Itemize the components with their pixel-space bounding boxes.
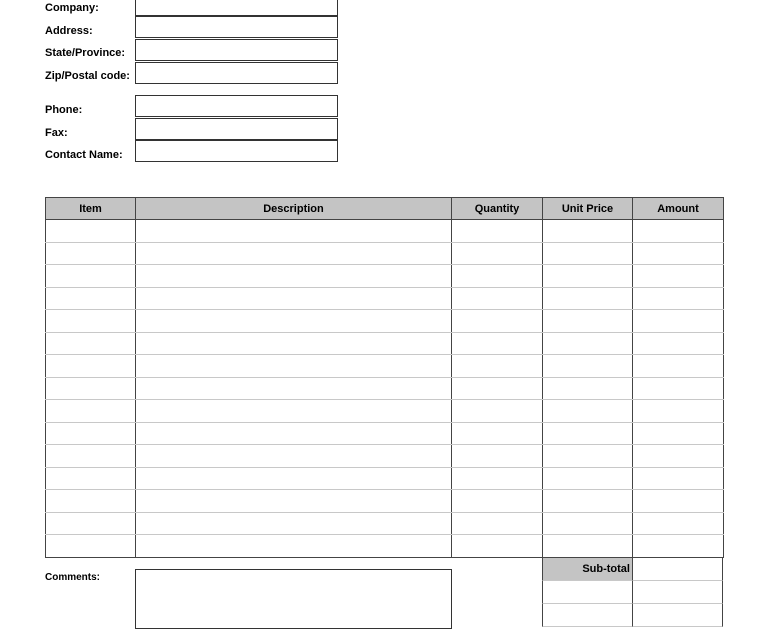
table-row — [46, 287, 724, 310]
comments-label: Comments: — [45, 572, 101, 583]
quantity-cell[interactable] — [452, 400, 543, 423]
quantity-cell[interactable] — [452, 355, 543, 378]
quantity-cell[interactable] — [452, 467, 543, 490]
table-row — [46, 242, 724, 265]
amount-cell[interactable] — [633, 490, 724, 513]
totals-value-cell[interactable] — [632, 604, 723, 627]
quantity-cell[interactable] — [452, 220, 543, 243]
subtotal-row — [542, 558, 723, 581]
table-row — [46, 467, 724, 490]
state-province-field[interactable] — [135, 39, 338, 61]
zip-postal-code-label: Zip/Postal code: — [45, 70, 130, 82]
description-cell[interactable] — [136, 512, 452, 535]
table-row — [46, 220, 724, 243]
item-cell[interactable] — [46, 220, 136, 243]
table-header-row — [46, 198, 724, 220]
unit-price-cell[interactable] — [543, 220, 633, 243]
totals-label-cell — [542, 604, 632, 627]
description-cell[interactable] — [136, 332, 452, 355]
unit-price-cell[interactable] — [543, 310, 633, 333]
item-cell[interactable] — [46, 445, 136, 468]
description-cell[interactable] — [136, 445, 452, 468]
quantity-cell[interactable] — [452, 445, 543, 468]
totals-label-cell — [542, 581, 632, 604]
quantity-cell[interactable] — [452, 332, 543, 355]
description-cell[interactable] — [136, 242, 452, 265]
description-cell[interactable] — [136, 400, 452, 423]
amount-cell[interactable] — [633, 355, 724, 378]
subtotal-value-cell[interactable] — [632, 558, 723, 581]
table-row — [46, 355, 724, 378]
amount-cell[interactable] — [633, 265, 724, 288]
phone-label: Phone: — [45, 104, 83, 116]
unit-price-cell[interactable] — [543, 490, 633, 513]
quantity-cell[interactable] — [452, 422, 543, 445]
amount-cell[interactable] — [633, 287, 724, 310]
item-cell[interactable] — [46, 377, 136, 400]
unit-price-cell[interactable] — [543, 535, 633, 558]
description-cell[interactable] — [136, 355, 452, 378]
address-label: Address: — [45, 25, 93, 37]
unit-price-cell[interactable] — [543, 512, 633, 535]
company-label: Company: — [45, 2, 99, 14]
totals-row — [542, 581, 723, 604]
amount-cell[interactable] — [633, 467, 724, 490]
comments-field[interactable] — [135, 569, 452, 629]
subtotal-label: Sub-total — [542, 558, 632, 581]
amount-cell[interactable] — [633, 310, 724, 333]
amount-column-header: Amount — [633, 198, 724, 220]
quantity-cell[interactable] — [452, 490, 543, 513]
amount-cell[interactable] — [633, 332, 724, 355]
amount-cell[interactable] — [633, 377, 724, 400]
contact-name-field[interactable] — [135, 140, 338, 162]
totals-block — [542, 558, 723, 627]
unit-price-cell[interactable] — [543, 445, 633, 468]
quantity-cell[interactable] — [452, 512, 543, 535]
amount-cell[interactable] — [633, 445, 724, 468]
quantity-cell[interactable] — [452, 535, 543, 558]
quantity-cell[interactable] — [452, 287, 543, 310]
item-cell[interactable] — [46, 265, 136, 288]
amount-cell[interactable] — [633, 512, 724, 535]
quantity-cell[interactable] — [452, 310, 543, 333]
description-cell[interactable] — [136, 422, 452, 445]
item-cell[interactable] — [46, 467, 136, 490]
quantity-cell[interactable] — [452, 377, 543, 400]
quantity-cell[interactable] — [452, 242, 543, 265]
description-cell[interactable] — [136, 310, 452, 333]
table-row — [46, 310, 724, 333]
item-cell[interactable] — [46, 287, 136, 310]
unit-price-cell[interactable] — [543, 287, 633, 310]
quantity-cell[interactable] — [452, 265, 543, 288]
amount-cell[interactable] — [633, 422, 724, 445]
description-cell[interactable] — [136, 287, 452, 310]
description-cell[interactable] — [136, 220, 452, 243]
item-column-header: Item — [46, 198, 136, 220]
unit-price-cell[interactable] — [543, 400, 633, 423]
address-field[interactable] — [135, 16, 338, 38]
table-row — [46, 445, 724, 468]
amount-cell[interactable] — [633, 220, 724, 243]
table-row — [46, 535, 724, 558]
table-row — [46, 400, 724, 423]
description-cell[interactable] — [136, 490, 452, 513]
totals-row — [542, 604, 723, 627]
item-cell[interactable] — [46, 310, 136, 333]
company-field[interactable] — [135, 0, 338, 16]
unit-price-cell[interactable] — [543, 422, 633, 445]
unit-price-cell[interactable] — [543, 467, 633, 490]
item-cell[interactable] — [46, 490, 136, 513]
state-province-label: State/Province: — [45, 47, 126, 59]
quantity-column-header: Quantity — [452, 198, 543, 220]
items-table — [45, 197, 724, 558]
totals-value-cell[interactable] — [632, 581, 723, 604]
description-cell[interactable] — [136, 467, 452, 490]
zip-postal-code-field[interactable] — [135, 62, 338, 84]
item-cell[interactable] — [46, 422, 136, 445]
phone-field[interactable] — [135, 95, 338, 117]
fax-field[interactable] — [135, 118, 338, 140]
description-cell[interactable] — [136, 535, 452, 558]
table-row — [46, 490, 724, 513]
item-cell[interactable] — [46, 332, 136, 355]
item-cell[interactable] — [46, 355, 136, 378]
unit-price-column-header: Unit Price — [543, 198, 633, 220]
unit-price-cell[interactable] — [543, 332, 633, 355]
unit-price-cell[interactable] — [543, 265, 633, 288]
amount-cell[interactable] — [633, 242, 724, 265]
unit-price-cell[interactable] — [543, 242, 633, 265]
description-cell[interactable] — [136, 377, 452, 400]
unit-price-cell[interactable] — [543, 377, 633, 400]
item-cell[interactable] — [46, 512, 136, 535]
item-cell[interactable] — [46, 400, 136, 423]
table-row — [46, 265, 724, 288]
description-column-header: Description — [136, 198, 452, 220]
item-cell[interactable] — [46, 242, 136, 265]
table-row — [46, 377, 724, 400]
table-row — [46, 512, 724, 535]
contact-name-label: Contact Name: — [45, 149, 123, 161]
description-cell[interactable] — [136, 265, 452, 288]
table-row — [46, 422, 724, 445]
unit-price-cell[interactable] — [543, 355, 633, 378]
item-cell[interactable] — [46, 535, 136, 558]
fax-label: Fax: — [45, 127, 68, 139]
table-row — [46, 332, 724, 355]
amount-cell[interactable] — [633, 400, 724, 423]
amount-cell[interactable] — [633, 535, 724, 558]
